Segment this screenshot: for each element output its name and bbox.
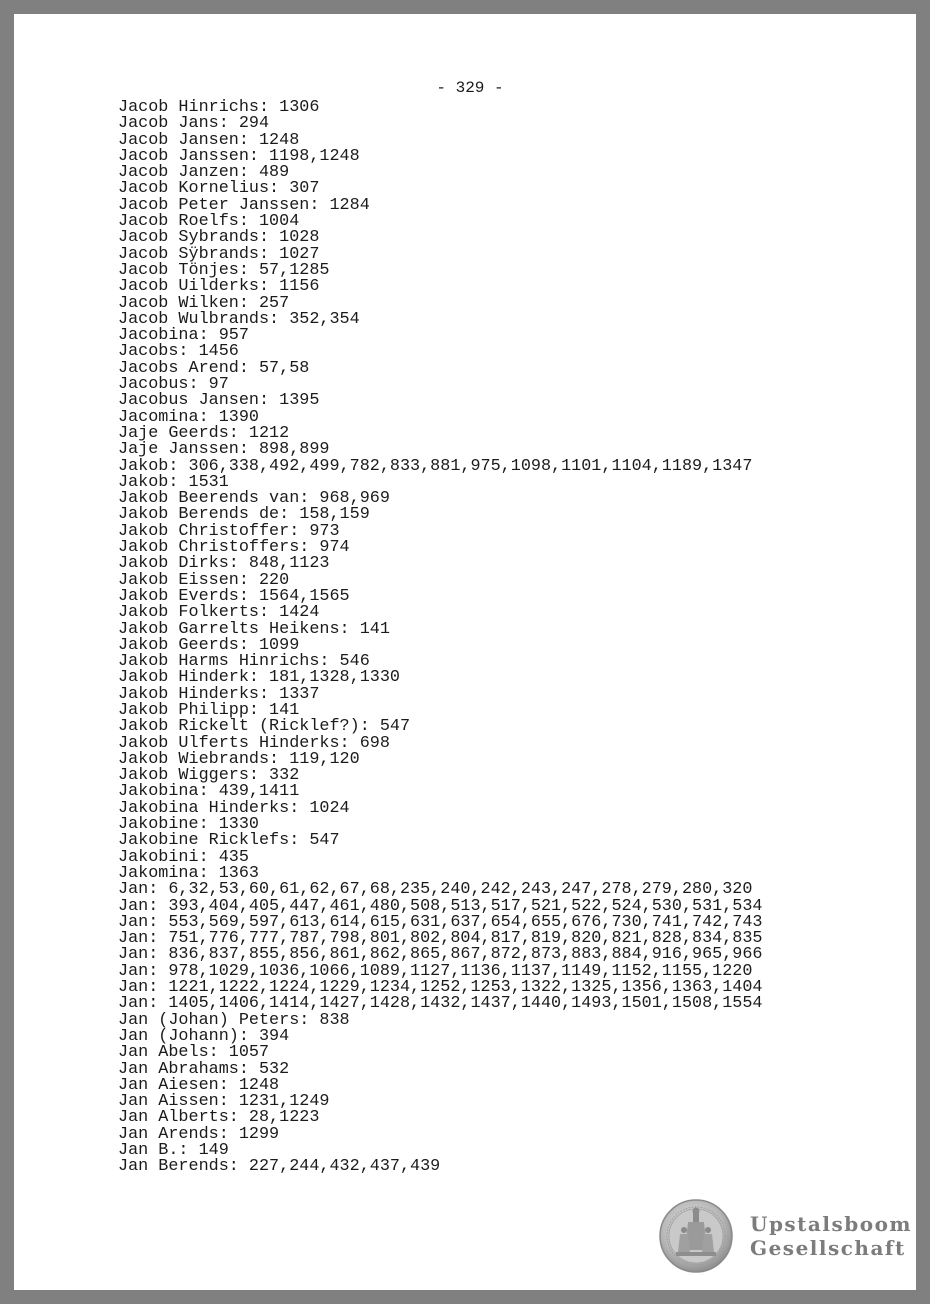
index-entry: Jakomina: 1363: [118, 863, 259, 883]
page-number: - 329 -: [436, 79, 504, 97]
index-entry: Jan: 1221,1222,1224,1229,1234,1252,1253,1322,1325,1356,1363,1404: [118, 978, 763, 998]
index-entry: Jan: 6,32,53,60,61,62,67,68,235,240,242,243,247,278,279,280,320: [118, 880, 753, 900]
index-entry: Jaje Geerds: 1212: [118, 423, 290, 443]
index-entry: Jan (Johan) Peters: 838: [118, 1010, 350, 1030]
index-entry: Jakob Wiggers: 332: [118, 766, 300, 786]
index-entry: Jakob Geerds: 1099: [118, 635, 300, 655]
index-entry: Jakob Berends de: 158,159: [118, 505, 370, 525]
index-entry: Jan: 836,837,855,856,861,862,865,867,872,873,883,884,916,965,966: [118, 945, 763, 965]
index-list: [118, 100, 763, 1176]
index-entry: Jakob Christoffer: 973: [118, 521, 340, 541]
index-entry: Jakob Dirks: 848,1123: [118, 554, 330, 574]
index-entry: Jacob Kornelius: 307: [118, 179, 320, 199]
index-entry: Jacob Peter Janssen: 1284: [118, 195, 370, 215]
index-entry: Jan Abels: 1057: [118, 1043, 270, 1063]
index-entry: Jacob Janssen: 1198,1248: [118, 146, 360, 166]
index-entry: Jakobine Ricklefs: 547: [118, 831, 340, 851]
index-entry: Jakob Hinderk: 181,1328,1330: [118, 668, 400, 688]
index-entry: Jan Aissen: 1231,1249: [118, 1092, 330, 1112]
index-entry: Jakob Christoffers: 974: [118, 538, 350, 558]
index-entry: Jacomina: 1390: [118, 407, 259, 427]
seal-icon: [658, 1198, 734, 1274]
index-entry: Jan Abrahams: 532: [118, 1059, 290, 1079]
index-entry: Jakob Wiebrands: 119,120: [118, 749, 360, 769]
index-entry: Jacob Sybrands: 1028: [118, 228, 320, 248]
logo-line-2: Gesellschaft: [750, 1236, 906, 1260]
index-entry: Jacob Sÿbrands: 1027: [118, 244, 320, 264]
index-entry: Jan: 978,1029,1036,1066,1089,1127,1136,1137,1149,1152,1155,1220: [118, 961, 753, 981]
index-entry: Jakob Beerends van: 968,969: [118, 489, 390, 509]
index-entry: Jacob Wilken: 257: [118, 293, 290, 313]
index-entry: Jakob Rickelt (Ricklef?): 547: [118, 717, 411, 737]
index-entry: Jakob Garrelts Heikens: 141: [118, 619, 390, 639]
index-entry: Jan: 751,776,777,787,798,801,802,804,817,819,820,821,828,834,835: [118, 929, 763, 949]
index-entry: Jacobus Jansen: 1395: [118, 391, 320, 411]
index-entry: Jakob Hinderks: 1337: [118, 684, 320, 704]
index-entry: Jakob Philipp: 141: [118, 700, 300, 720]
index-entry: Jan: 393,404,405,447,461,480,508,513,517,521,522,524,530,531,534: [118, 896, 763, 916]
index-entry: Jakob Everds: 1564,1565: [118, 586, 350, 606]
index-entry: Jakobini: 435: [118, 847, 249, 867]
index-entry: Jakob Eissen: 220: [118, 570, 290, 590]
index-entry: Jacob Jans: 294: [118, 114, 270, 134]
index-entry: Jacob Hinrichs: 1306: [118, 98, 320, 117]
index-entry: Jakob: 1531: [118, 472, 229, 492]
index-entry: Jakob Harms Hinrichs: 546: [118, 652, 370, 672]
index-entry: Jacobs: 1456: [118, 342, 239, 362]
index-entry: Jakob Folkerts: 1424: [118, 603, 320, 623]
index-entry: Jaje Janssen: 898,899: [118, 440, 330, 460]
index-entry: Jakobina: 439,1411: [118, 782, 300, 802]
index-entry: Jan Arends: 1299: [118, 1124, 280, 1144]
index-entry: Jacob Uilderks: 1156: [118, 277, 320, 297]
index-entry: Jan Berends: 227,244,432,437,439: [118, 1157, 441, 1177]
index-entry: Jacob Tönjes: 57,1285: [118, 260, 330, 280]
index-entry: Jacob Janzen: 489: [118, 163, 290, 183]
index-entry: Jan Alberts: 28,1223: [118, 1108, 320, 1128]
index-entry: Jakob Ulferts Hinderks: 698: [118, 733, 390, 753]
document-page: [14, 14, 916, 1290]
index-entry: Jakobine: 1330: [118, 815, 259, 835]
index-entry: Jan Aiesen: 1248: [118, 1075, 280, 1095]
index-entry: Jacob Jansen: 1248: [118, 130, 300, 150]
index-entry: Jacob Roelfs: 1004: [118, 212, 300, 232]
index-entry: Jan: 1405,1406,1414,1427,1428,1432,1437,1440,1493,1501,1508,1554: [118, 994, 763, 1014]
index-entry: Jan (Johann): 394: [118, 1026, 290, 1046]
index-entry: Jakobina Hinderks: 1024: [118, 798, 350, 818]
index-entry: Jacobus: 97: [118, 375, 229, 395]
logo-line-1: Upstalsboom: [750, 1212, 913, 1236]
index-entry: Jacobina: 957: [118, 326, 249, 346]
index-entry: Jacobs Arend: 57,58: [118, 358, 310, 378]
index-entry: Jan B.: 149: [118, 1141, 229, 1160]
index-entry: Jakob: 306,338,492,499,782,833,881,975,1098,1101,1104,1189,1347: [118, 456, 753, 476]
index-entry: Jacob Wulbrands: 352,354: [118, 309, 360, 329]
upstalsboom-logo: [658, 1198, 913, 1274]
index-entry: Jan: 553,569,597,613,614,615,631,637,654,655,676,730,741,742,743: [118, 912, 763, 932]
